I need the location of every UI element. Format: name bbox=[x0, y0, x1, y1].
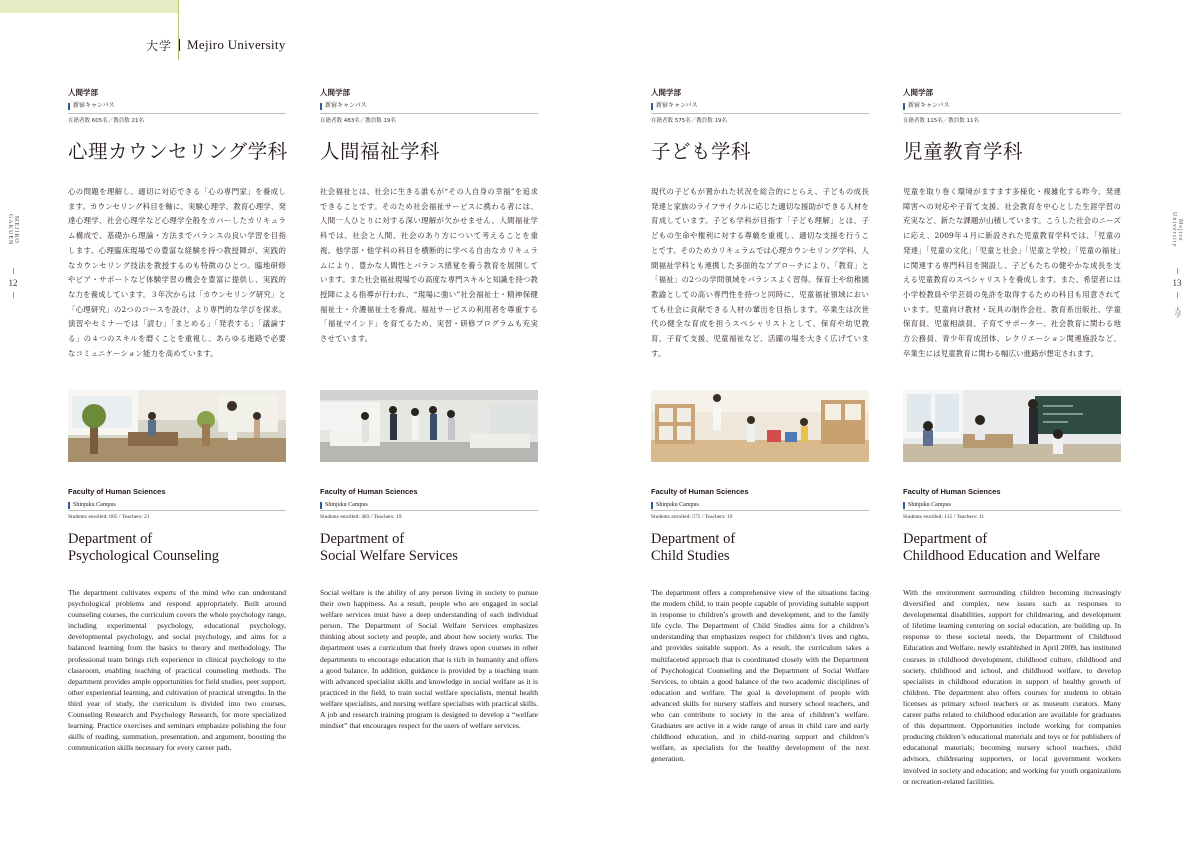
divider bbox=[320, 113, 538, 114]
right-page-number: 13 bbox=[1172, 278, 1182, 288]
divider bbox=[903, 510, 1121, 511]
care-training-illustration bbox=[320, 390, 538, 462]
department-title-en-line2: Psychological Counseling bbox=[68, 547, 220, 564]
department-childhood-education-jp bbox=[903, 88, 1121, 375]
department-title-en-line2: Childhood Education and Welfare bbox=[903, 547, 1101, 564]
department-title-jp: 児童教育学科 bbox=[903, 140, 1024, 163]
divider bbox=[903, 113, 1121, 114]
faculty-name-en-1: Faculty of Human Sciences bbox=[68, 487, 166, 496]
corner-accent-bar bbox=[0, 0, 178, 13]
enrollment-stats-jp: 在籍者数 605名／教員数 21名 bbox=[68, 118, 144, 124]
department-description-en-1: The department cultivates experts of the mind who can understand psychological problems and respond appropriately. Built around counseling courses, the curriculum covers the whole psychology range, including experimental psychology, educational psychology, developmental psychology, and social psychology, and aims for a balanced learning from the basics to theory and methodology. The professional team brings rich experience in clinical psychology to the classroom, enabling teaching of practical counseling methods. The department provides ample opportunities for field studies, peer support, other experiential learning, and cultivation of practical strengths. In the third year of study, the curriculum is divided into two courses, Counseling Research and Psychology Research, for more specialized learning. Practice exercises and seminars emphasize polishing the four skills of reading, summation, presentation, and argument, boosting the communication skills necessary for every career path. bbox=[68, 588, 286, 753]
campus-marker bbox=[320, 103, 322, 110]
faculty-name-jp: 人間学部 bbox=[903, 88, 933, 97]
campus-marker bbox=[651, 502, 653, 509]
campus-marker bbox=[320, 502, 322, 509]
department-description-jp: 社会福祉とは、社会に生きる誰もが“その人自身の幸福”を追求できることです。そのため社会福祉サービスに携わる者には、人間一人ひとりに対する深い理解が欠かせません。人間福祉学科では、社会と人間、社会のあり方について考えることを重視。他学部・他学科の科目を横断的に学べる自由なカリキュラムにより、豊かな人間性とバランス感覚を養う教育を展開しています。また社会福祉現場での高度な専門スキルと知識を持つ教授陣による指導が行われ、“現場に強い”社会福祉士・精神保健福祉士・介護福祉士を養成。福祉サービスの利用者を尊重する「福祉マインド」を育てるため、実習・研修プログラムも充実させています。 bbox=[320, 187, 538, 344]
department-title-en-3 bbox=[651, 531, 877, 564]
department-title-en-line1: Department of bbox=[651, 531, 736, 547]
department-psychological-counseling-jp bbox=[68, 88, 286, 375]
department-title-jp: 心理カウンセリング学科 bbox=[68, 140, 288, 163]
right-margin-label: Mejiro University bbox=[1171, 212, 1183, 248]
campus-marker bbox=[903, 103, 905, 110]
department-title-en-line1: Department of bbox=[903, 531, 988, 547]
campus-label-en-1 bbox=[68, 501, 286, 509]
campus-name-en: Shinjuku Campus bbox=[325, 502, 368, 508]
faculty-name-jp: 人間学部 bbox=[320, 88, 350, 97]
department-description-jp: 心の問題を理解し、適切に対応できる「心の専門家」を養成します。カウンセリング科目を軸に、実験心理学、教育心理学、発達心理学、社会心理学など心理学全般をカバーしたカリキュラム構成で、基礎から理論・方法までバランスの良い学習を目指します。心理臨床現場での豊富な経験を持つ教授陣が、実践的なカウンセリング技法を教授するのも特徴のひとつ。臨地研修やピア・サポートなど体験学習の機会を豊富に提供し、実践的な力を養成しています。３年次からは「カウンセリング研究」と「心理研究」の2つのコースを設け、より専門的な学びを探求。演習やセミナーでは「読む」「まとめる」「発表する」「議論する」の４つのスキルを磨くことを重視し、あらゆる進路で必要なコミュニケーション能力を高めています。 bbox=[68, 187, 286, 358]
department-title-en-2 bbox=[320, 531, 546, 564]
department-description-en-3: The department offers a comprehensive view of the situations facing the modern child, to train people capable of providing suitable support in response to children’s growth and development, and to the family life cycle. The Department of Child Studies aims for a children’s understanding that emphasizes respect for children’s lives and rights, and provides suitable support. As a result, the curriculum takes a multifaceted approach that is coordinated closely with the Department of Psychological Counseling and the Department of Social Welfare Services, to obtain a good balance of the two academic disciplines of education and welfare. The goal is development of people with advanced skills for nursery staffers and nursery school teachers, and who can contribute to society in the area of children’s welfare. Graduates are active in a wide range of areas in child care and early childhood education, and in child-rearing support and children’s welfare, as specialists for the healthy development of the next generation. bbox=[651, 588, 869, 764]
department-title-en-line1: Department of bbox=[320, 531, 405, 547]
left-margin-label: MEJIRO GAKUEN bbox=[7, 214, 19, 246]
enrollment-stats-en-1: Students enrolled: 605 / Teachers: 21 bbox=[68, 514, 150, 520]
department-description-en-2: Social welfare is the ability of any person living in society to pursue their own happiness. As a result, people who are engaged in social welfare services must have a deep understanding of each individual person. The Department of Social Welfare Services emphasizes thinking about society and people, and about how society works. The department uses a curriculum that freely draws upon courses in other departments to encourage education that is rich in humanity and offers a good balance. In addition, guidance is provided by a teaching team with advanced specialist skills and knowledge in social welfare as it is practiced in the field, to train social welfare specialists, mental health welfare specialists, and nursing welfare specialists with practical skills. A job and research training program is designed to develop a “welfare mindset” that encourages respect for the users of welfare services. bbox=[320, 588, 538, 731]
campus-marker bbox=[903, 502, 905, 509]
campus-label-jp bbox=[651, 102, 869, 110]
enrollment-stats-jp: 在籍者数 483名／教員数 19名 bbox=[320, 118, 396, 124]
department-title-jp: 人間福祉学科 bbox=[320, 140, 441, 163]
photo-counseling-room bbox=[68, 390, 286, 462]
department-title-en-line2: Child Studies bbox=[651, 547, 730, 564]
left-margin-rule-bottom bbox=[13, 292, 14, 298]
divider bbox=[68, 113, 286, 114]
department-title-en-4 bbox=[903, 531, 1129, 564]
photo-children-playroom bbox=[651, 390, 869, 462]
campus-name-en: Shinjuku Campus bbox=[908, 502, 951, 508]
department-child-studies-jp bbox=[651, 88, 869, 375]
header-separator bbox=[179, 39, 180, 51]
department-description-jp: 現代の子どもが置かれた状況を総合的にとらえ、子どもの成長発達と家族のライフサイクルに応じた適切な援助ができる人材を育成しています。子ども学科が目指す「子ども理解」とは、子どもの生命や権利に対する尊厳を重視し、適切な支援を行うことです。そのためカリキュラムでは心理カウンセリング学科、人間福祉学科とも連携した多面的なアプローチにより、「教育」と「福祉」の2つの学問領域をバランスよく習得。保育士や幼稚園教諭としての高い専門性を持つと同時に、児童福祉領域においても社会に貢献できる人材の輩出を目指します。卒業生は次世代の健全な育成を担うスペシャリストとして、保育や幼児教育、子育て支援、児童福祉など、活躍の場を大きく広げています。 bbox=[651, 187, 869, 358]
divider bbox=[651, 113, 869, 114]
enrollment-stats-en-4: Students enrolled: 115 / Teachers: 11 bbox=[903, 514, 985, 520]
campus-name-jp: 新宿キャンパス bbox=[656, 102, 698, 109]
faculty-name-jp: 人間学部 bbox=[68, 88, 98, 97]
faculty-name-en-4: Faculty of Human Sciences bbox=[903, 487, 1001, 496]
campus-label-jp bbox=[320, 102, 538, 110]
left-page-number: 12 bbox=[8, 278, 18, 288]
header-title-jp: 大学 bbox=[146, 38, 173, 53]
campus-marker bbox=[651, 103, 653, 110]
department-title-jp: 子ども学科 bbox=[651, 140, 752, 163]
campus-name-en: Shinjuku Campus bbox=[73, 502, 116, 508]
faculty-name-en-2: Faculty of Human Sciences bbox=[320, 487, 418, 496]
photo-care-training-room bbox=[320, 390, 538, 462]
photo-elementary-classroom bbox=[903, 390, 1121, 462]
enrollment-stats-jp: 在籍者数 115名／教員数 11名 bbox=[903, 118, 979, 124]
right-margin-label-jp: 大学 bbox=[1173, 306, 1181, 318]
department-description-en-4: With the environment surrounding children becoming increasingly diversified and complex, new issues such as responses to developmental disabilities, support for childrearing, and development of lifetime learning centering on social education, are building up. In response to these societal needs, the Department of Childhood Education and Welfare, newly established in April 2009, has instituted courses in childhood development, childhood culture, childhood and society, childhood and school, and childhood welfare, to develop specialists in childhood education in support of healthy growth of children. The department also offers courses for students to obtain licenses as primary school teachers or as museum curators. Many career paths related to childhood education are available for graduates of this department. Opportunities include working for companies producing children’s educational materials and toys or for publishers of educational materials; becoming nursery school teachers, child advisors, childrearing supporters, or local government workers involved in society and education; and working for youth organizations or recreation-related facilities. bbox=[903, 588, 1121, 786]
divider bbox=[320, 510, 538, 511]
campus-marker bbox=[68, 103, 70, 110]
campus-name-jp: 新宿キャンパス bbox=[325, 102, 367, 109]
campus-name-en: Shinjuku Campus bbox=[656, 502, 699, 508]
page-header bbox=[146, 37, 286, 53]
campus-label-en-3 bbox=[651, 501, 869, 509]
header-title-en: Mejiro University bbox=[187, 37, 286, 52]
left-margin-marker bbox=[6, 200, 20, 302]
faculty-name-jp: 人間学部 bbox=[651, 88, 681, 97]
enrollment-stats-jp: 在籍者数 575名／教員数 19名 bbox=[651, 118, 727, 124]
right-margin-rule bbox=[1177, 268, 1178, 274]
campus-name-jp: 新宿キャンパス bbox=[73, 102, 115, 109]
left-margin-rule bbox=[13, 268, 14, 274]
playroom-illustration bbox=[651, 390, 869, 462]
department-title-en-line2: Social Welfare Services bbox=[320, 547, 458, 564]
classroom-illustration bbox=[903, 390, 1121, 462]
faculty-name-en-3: Faculty of Human Sciences bbox=[651, 487, 749, 496]
department-social-welfare-jp bbox=[320, 88, 538, 375]
enrollment-stats-en-2: Students enrolled: 483 / Teachers: 19 bbox=[320, 514, 402, 520]
enrollment-stats-en-3: Students enrolled: 575 / Teachers: 19 bbox=[651, 514, 733, 520]
divider bbox=[68, 510, 286, 511]
campus-label-jp bbox=[903, 102, 1121, 110]
campus-label-en-2 bbox=[320, 501, 538, 509]
right-margin-marker bbox=[1170, 200, 1184, 322]
department-title-en-line1: Department of bbox=[68, 531, 153, 547]
campus-name-jp: 新宿キャンパス bbox=[908, 102, 950, 109]
department-title-en-1 bbox=[68, 531, 294, 564]
campus-label-jp bbox=[68, 102, 286, 110]
divider bbox=[651, 510, 869, 511]
right-margin-rule-bottom bbox=[1177, 292, 1178, 298]
campus-label-en-4 bbox=[903, 501, 1121, 509]
campus-marker bbox=[68, 502, 70, 509]
counseling-room-illustration bbox=[68, 390, 286, 462]
department-description-jp: 児童を取り巻く環境がますます多様化・複雑化する昨今、発達障害への対応や子育て支援、社会教育を中心とした生涯学習の充実など、新たな課題が山積しています。こうした社会のニーズに応え、2009年４月に新設された児童教育学科では、「児童の発達」「児童の文化」「児童と社会」「児童と学校」「児童の福祉」に関連する専門科目を開設し、子どもたちの健やかな成長を支える児童教育のスペシャリストを養成します。また、希望者には小学校教員や学芸員の免許を取得するための科目も用意されています。児童向け教材・玩具の制作会社、教育系出版社、学童保育員、児童相談員、子育てサポーター、社会教育に関わる地方公務員、青少年育成団体、レクリエーション関連施設など、卒業生には児童教育に関わる幅広い進路が想定されます。 bbox=[903, 187, 1121, 358]
